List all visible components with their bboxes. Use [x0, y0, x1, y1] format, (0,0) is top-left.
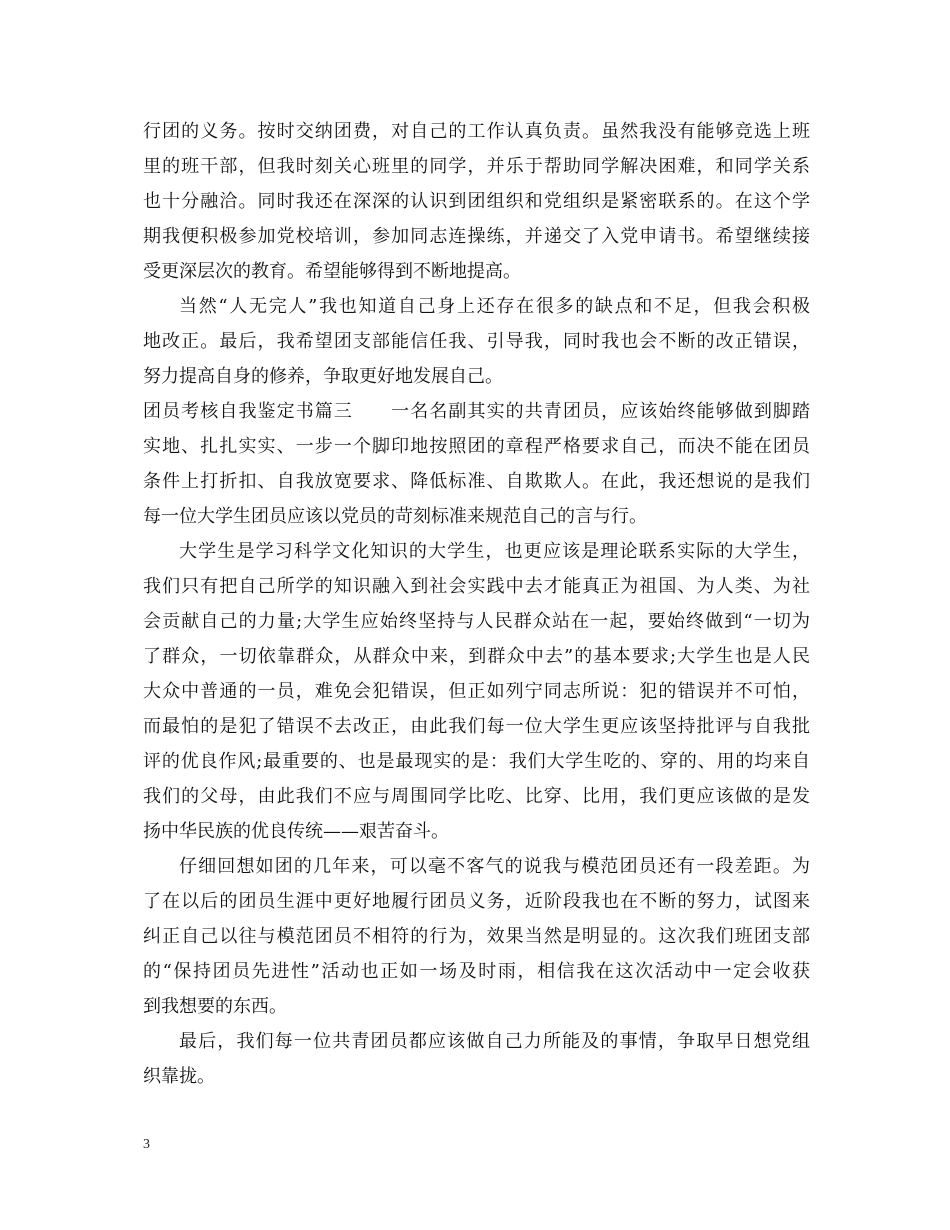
text-line: 我们的父母，由此我们不应与周围同学比吃、比穿、比用，我们更应该做的是发: [143, 786, 810, 807]
text-line: 会贡献自己的力量;大学生应始终坚持与人民群众站在一起，要始终做到“一切为: [143, 611, 810, 632]
text-line: 地改正。最后，我希望团支部能信任我、引导我，同时我也会不断的改正错误，: [143, 331, 810, 352]
text-line: 实地、扎扎实实、一步一个脚印地按照团的章程严格要求自己，而决不能在团员: [143, 436, 810, 457]
text-line: 评的优良作风;最重要的、也是最现实的是：我们大学生吃的、穿的、用的均来自: [143, 751, 810, 772]
text-line: 到我想要的东西。: [143, 996, 287, 1017]
text-line: 大众中普通的一员，难免会犯错误，但正如列宁同志所说：犯的错误并不可怕，: [143, 681, 810, 702]
paragraph-start-line: 仔细回想如团的几年来，可以毫不客气的说我与模范团员还有一段差距。为: [179, 856, 810, 877]
paragraph-start-line: 最后，我们每一位共青团员都应该做自己力所能及的事情，争取早日想党组: [179, 1031, 810, 1052]
paragraph-start-line: 大学生是学习科学文化知识的大学生，也更应该是理论联系实际的大学生，: [179, 541, 810, 562]
text-line: 了在以后的团员生涯中更好地履行团员义务，近阶段我也在不断的努力，试图来: [143, 891, 810, 912]
text-line: 而最怕的是犯了错误不去改正，由此我们每一位大学生更应该坚持批评与自我批: [143, 716, 810, 737]
text-line: 扬中华民族的优良传统——艰苦奋斗。: [143, 821, 449, 842]
text-line: 里的班干部，但我时刻关心班里的同学，并乐于帮助同学解决困难，和同学关系: [143, 156, 810, 177]
paragraph-start-line: 当然“人无完人”我也知道自己身上还存在很多的缺点和不足，但我会积极: [179, 296, 810, 317]
text-line: 我们只有把自己所学的知识融入到社会实践中去才能真正为祖国、为人类、为社: [143, 576, 810, 597]
text-line: 的“保持团员先进性”活动也正如一场及时雨，相信我在这次活动中一定会收获: [143, 961, 810, 982]
text-line: 期我便积极参加党校培训，参加同志连操练，并递交了入党申请书。希望继续接: [143, 226, 810, 247]
text-line: 纠正自己以往与模范团员不相符的行为，效果当然是明显的。这次我们班团支部: [143, 926, 810, 947]
document-body: [143, 114, 810, 1094]
section-heading-line: 团员考核自我鉴定书篇三 一名名副其实的共青团员，应该始终能够做到脚踏: [143, 401, 810, 422]
text-line: 努力提高自身的修养，争取更好地发展自己。: [143, 366, 503, 387]
text-line: 受更深层次的教育。希望能够得到不断地提高。: [143, 261, 521, 282]
text-line: 也十分融洽。同时我还在深深的认识到团组织和党组织是紧密联系的。在这个学: [143, 191, 810, 212]
text-line: 每一位大学生团员应该以党员的苛刻标准来规范自己的言与行。: [143, 506, 647, 527]
page-number: 3: [143, 1137, 150, 1152]
text-line: 织靠拢。: [143, 1066, 215, 1087]
text-line: 行团的义务。按时交纳团费，对自己的工作认真负责。虽然我没有能够竞选上班: [143, 121, 810, 142]
text-line: 条件上打折扣、自我放宽要求、降低标准、自欺欺人。在此，我还想说的是我们: [143, 471, 810, 492]
text-line: 了群众，一切依靠群众，从群众中来，到群众中去”的基本要求;大学生也是人民: [143, 646, 810, 667]
